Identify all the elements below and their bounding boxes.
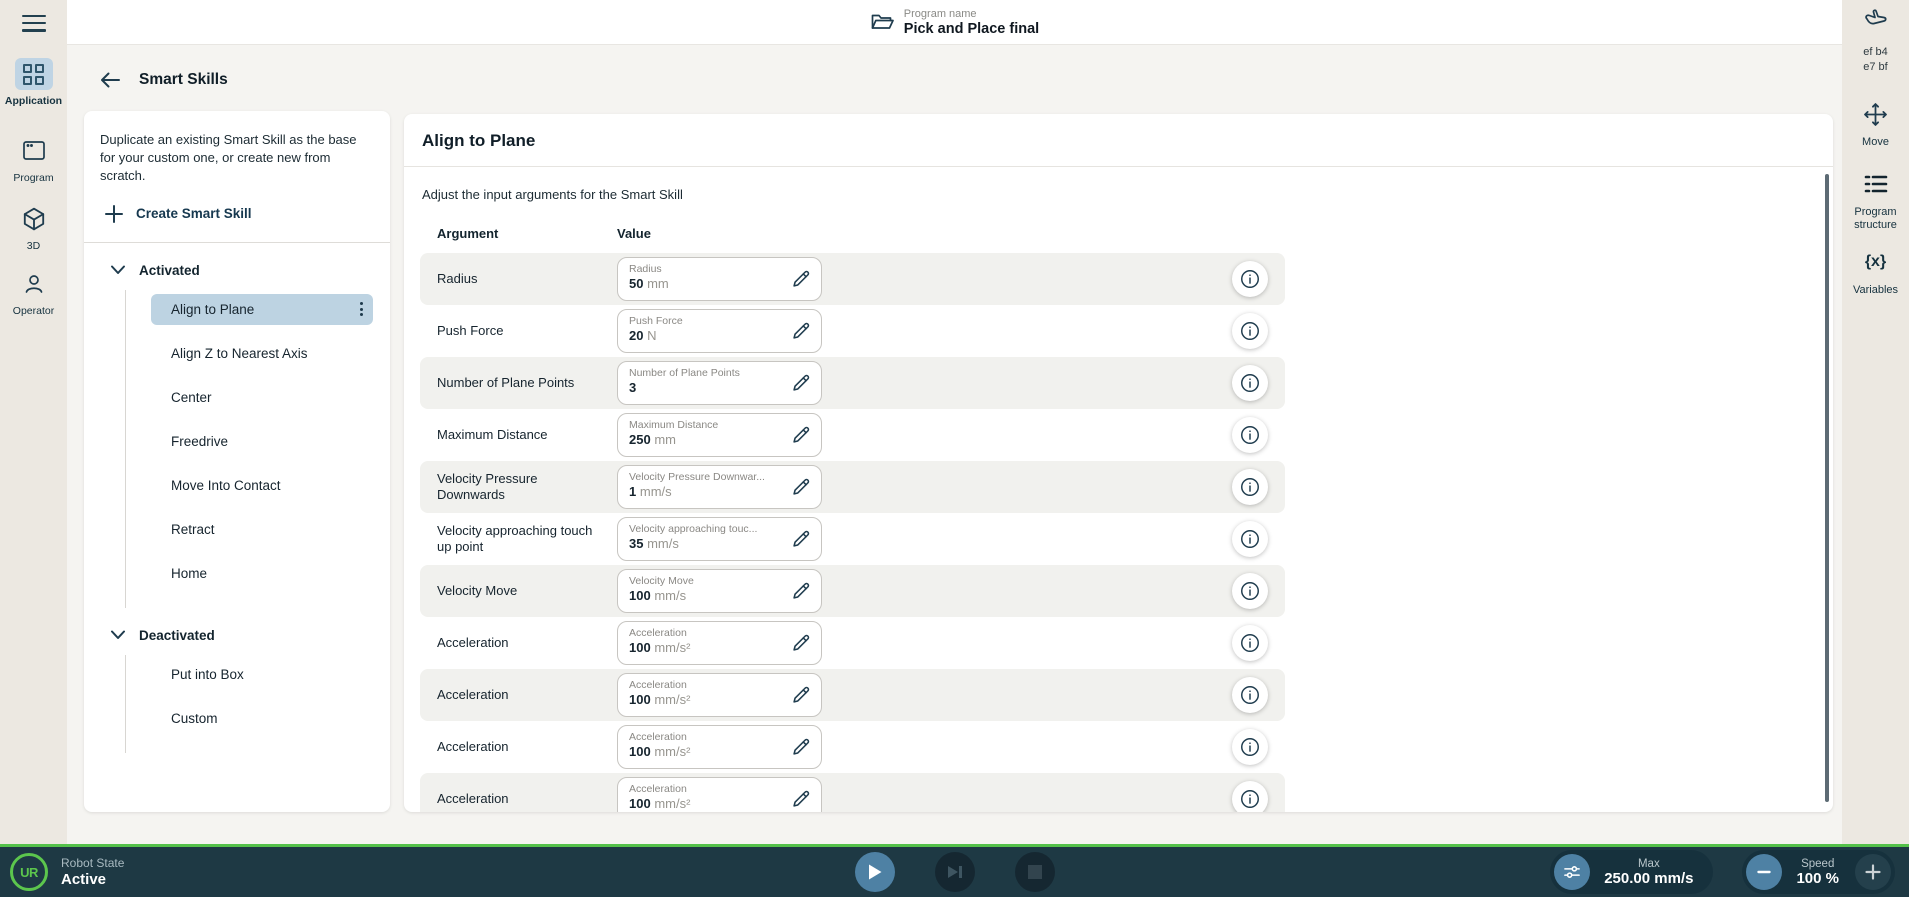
operator-person-icon (22, 272, 46, 296)
info-icon (1239, 684, 1261, 706)
edit-pencil-icon[interactable] (790, 268, 812, 290)
argument-name: Velocity Pressure Downwards (437, 470, 538, 502)
play-icon (867, 863, 883, 881)
value-number: 100 (629, 640, 651, 655)
argument-table (420, 253, 1285, 812)
value-number: 100 (629, 744, 651, 759)
skill-item-label: Put into Box (171, 666, 244, 682)
menu-icon[interactable] (22, 10, 46, 36)
value-field-label: Maximum Distance (629, 419, 719, 431)
value-number: 100 (629, 588, 651, 603)
skill-item-label: Custom (171, 710, 218, 726)
sidebar-item-label: 3D (26, 240, 41, 252)
speed-label: Speed (1801, 857, 1835, 870)
stop-icon (1027, 864, 1043, 880)
section-deactivated[interactable]: Deactivated (110, 628, 374, 643)
speed-pill (1742, 850, 1895, 894)
main-area (67, 45, 1842, 844)
argument-row (420, 461, 1285, 513)
argument-name: Number of Plane Points (437, 374, 575, 390)
sidebar-item-operator[interactable] (0, 268, 67, 317)
value-number: 3 (629, 380, 637, 395)
vertical-scrollbar[interactable] (1825, 174, 1829, 802)
value-field[interactable] (617, 361, 822, 405)
value-unit: N (647, 328, 657, 343)
table-header (437, 226, 1833, 241)
skill-list-item[interactable] (151, 382, 373, 413)
value-unit: mm/s² (654, 640, 691, 655)
sidebar-item-3d[interactable] (0, 203, 67, 252)
deactivated-skill-list (125, 655, 374, 753)
argument-name: Velocity Move (437, 582, 518, 598)
skill-item-label: Center (171, 389, 212, 405)
chevron-down-icon (110, 264, 126, 276)
create-smart-skill-button[interactable]: Create Smart Skill (104, 204, 374, 224)
edit-pencil-icon[interactable] (790, 476, 812, 498)
minus-icon (1755, 863, 1773, 881)
section-activated[interactable]: Activated (110, 263, 374, 278)
value-field[interactable] (617, 621, 822, 665)
bottom-bar (0, 844, 1909, 897)
value-unit: mm/s² (654, 744, 691, 759)
robot-state-label: Robot State (61, 856, 125, 870)
value-field[interactable] (617, 309, 822, 353)
value-number: 1 (629, 484, 637, 499)
chevron-down-icon (110, 629, 126, 641)
skill-list-item[interactable] (151, 703, 373, 734)
program-structure-icon (1863, 173, 1889, 195)
skill-list-item[interactable] (151, 659, 373, 690)
speed-increase-button[interactable] (1855, 854, 1891, 890)
value-field[interactable] (617, 413, 822, 457)
value-field[interactable] (617, 465, 822, 509)
skill-item-label: Home (171, 565, 208, 581)
program-info[interactable] (870, 8, 1039, 37)
argument-row (420, 669, 1285, 721)
hand-gesture-icon[interactable] (1863, 8, 1889, 37)
activated-skill-list (125, 290, 374, 608)
skill-item-label: Align Z to Nearest Axis (171, 345, 308, 361)
sidebar-item-label: Operator (12, 305, 55, 317)
value-number: 35 (629, 536, 644, 551)
edit-pencil-icon[interactable] (790, 424, 812, 446)
speed-decrease-button[interactable] (1746, 854, 1782, 890)
info-button[interactable] (1232, 365, 1268, 401)
argument-name: Maximum Distance (437, 426, 548, 442)
variables-icon: {x} (1864, 253, 1887, 270)
right-sidebar (1842, 0, 1909, 844)
speed-settings-button[interactable] (1554, 854, 1590, 890)
kebab-menu-icon[interactable] (360, 302, 363, 316)
stop-button[interactable] (1015, 852, 1055, 892)
value-field-label: Push Force (629, 315, 683, 327)
value-field-label: Radius (629, 263, 662, 275)
info-button[interactable] (1232, 469, 1268, 505)
value-field[interactable] (617, 725, 822, 769)
edit-pencil-icon[interactable] (790, 684, 812, 706)
value-unit: mm/s (654, 588, 687, 603)
value-number: 100 (629, 692, 651, 707)
edit-pencil-icon[interactable] (790, 320, 812, 342)
info-icon (1239, 424, 1261, 446)
info-button[interactable] (1232, 573, 1268, 609)
sidebar-item-label: Variables (1852, 284, 1899, 296)
ur-logo: UR (10, 853, 48, 891)
column-value: Value (617, 226, 651, 241)
info-button[interactable] (1232, 781, 1268, 812)
info-button[interactable] (1232, 313, 1268, 349)
value-field[interactable] (617, 777, 822, 812)
column-argument: Argument (437, 226, 499, 241)
robot-state-value: Active (61, 871, 107, 888)
skill-detail-subtitle: Adjust the input arguments for the Smart Skill (422, 187, 683, 202)
program-name-label: Program name (903, 7, 977, 20)
move-arrows-icon (1863, 102, 1888, 127)
edit-pencil-icon[interactable] (790, 372, 812, 394)
sidebar-item-variables[interactable] (1842, 246, 1909, 297)
value-field-label: Acceleration (629, 627, 687, 639)
info-icon (1239, 632, 1261, 654)
value-unit: mm (647, 276, 669, 291)
value-unit: mm/s² (654, 796, 691, 811)
value-number: 50 (629, 276, 644, 291)
argument-name: Velocity approaching touch up point (437, 522, 593, 554)
value-field[interactable] (617, 569, 822, 613)
skill-item-label: Align to Plane (171, 301, 255, 317)
sidebar-item-move[interactable] (1842, 98, 1909, 149)
application-grid-icon (23, 64, 44, 85)
smart-skills-panel (84, 111, 390, 812)
back-button[interactable] (97, 67, 123, 93)
value-field-label: Acceleration (629, 783, 687, 795)
skip-next-icon (946, 864, 964, 880)
argument-name: Acceleration (437, 790, 509, 806)
argument-row (420, 409, 1285, 461)
value-field[interactable] (617, 517, 822, 561)
program-window-icon (22, 140, 46, 162)
value-field-label: Velocity Pressure Downwar... (629, 471, 765, 483)
value-field-label: Number of Plane Points (629, 367, 740, 379)
edit-pencil-icon[interactable] (790, 580, 812, 602)
sidebar-item-program-structure[interactable] (1842, 168, 1909, 232)
value-unit: mm/s² (654, 692, 691, 707)
value-number: 250 (629, 432, 651, 447)
plus-icon (104, 204, 124, 224)
divider (84, 242, 390, 243)
sliders-icon (1561, 861, 1583, 883)
argument-row (420, 617, 1285, 669)
back-arrow-icon (98, 70, 122, 90)
sidebar-item-label: Move (1862, 136, 1889, 148)
info-button[interactable] (1232, 417, 1268, 453)
max-label: Max (1637, 857, 1660, 870)
value-unit: mm (654, 432, 676, 447)
info-icon (1239, 736, 1261, 758)
value-field-label: Acceleration (629, 731, 687, 743)
max-speed-pill (1550, 850, 1713, 894)
info-button[interactable] (1232, 729, 1268, 765)
edit-pencil-icon[interactable] (790, 736, 812, 758)
argument-row (420, 721, 1285, 773)
skill-item-label: Freedrive (171, 433, 229, 449)
skill-list-item[interactable] (151, 514, 373, 545)
edit-pencil-icon[interactable] (790, 528, 812, 550)
argument-row (420, 357, 1285, 409)
info-button[interactable] (1232, 625, 1268, 661)
skill-detail-panel (404, 114, 1833, 812)
skip-next-button[interactable] (935, 852, 975, 892)
program-name-value: Pick and Place final (903, 20, 1040, 37)
value-field-label: Acceleration (629, 679, 687, 691)
page-title: Smart Skills (139, 71, 228, 88)
skill-list-item[interactable] (151, 558, 373, 589)
speed-value: 100 % (1796, 869, 1839, 887)
argument-row (420, 513, 1285, 565)
sidebar-item-label: Program (13, 172, 54, 184)
value-number: 100 (629, 796, 651, 811)
info-icon (1239, 476, 1261, 498)
info-button[interactable] (1232, 521, 1268, 557)
skill-list-item[interactable] (151, 426, 373, 457)
info-button[interactable] (1232, 677, 1268, 713)
sidebar-item-label: Program structure (1854, 206, 1897, 231)
argument-name: Push Force (437, 322, 504, 338)
skills-intro-text: Duplicate an existing Smart Skill as the base for your custom one, or create new from scratch. (100, 132, 357, 184)
top-bar (67, 0, 1842, 45)
skill-list-item[interactable] (151, 294, 373, 325)
value-field-label: Velocity Move (629, 575, 694, 587)
argument-name: Radius (437, 270, 478, 286)
plus-icon (1863, 862, 1883, 882)
value-unit: mm/s (639, 484, 672, 499)
skill-list-item[interactable] (151, 470, 373, 501)
edit-pencil-icon[interactable] (790, 632, 812, 654)
argument-row (420, 253, 1285, 305)
value-field[interactable] (617, 257, 822, 301)
info-icon (1239, 528, 1261, 550)
argument-row (420, 565, 1285, 617)
value-unit: mm/s (647, 536, 679, 551)
argument-name: Acceleration (437, 634, 509, 650)
argument-name: Acceleration (437, 738, 509, 754)
skill-detail-title: Align to Plane (404, 114, 1833, 167)
sidebar-item-program[interactable] (0, 135, 67, 184)
play-button[interactable] (855, 852, 895, 892)
argument-row (420, 305, 1285, 357)
value-field[interactable] (617, 673, 822, 717)
folder-open-icon (870, 11, 894, 33)
info-icon (1239, 320, 1261, 342)
glyph-fallback-text: ef b4 e7 bf (1863, 46, 1888, 73)
info-icon (1239, 268, 1261, 290)
value-number: 20 (629, 328, 644, 343)
value-field-label: Velocity approaching touc... (629, 523, 758, 535)
info-icon (1239, 372, 1261, 394)
left-sidebar (0, 0, 67, 844)
skill-item-label: Retract (171, 521, 215, 537)
edit-pencil-icon[interactable] (790, 788, 812, 810)
info-icon (1239, 788, 1261, 810)
info-button[interactable] (1232, 261, 1268, 297)
skill-list-item[interactable] (151, 338, 373, 369)
sidebar-item-application[interactable] (0, 58, 67, 107)
info-icon (1239, 580, 1261, 602)
skill-item-label: Move Into Contact (171, 477, 281, 493)
argument-name: Acceleration (437, 686, 509, 702)
sidebar-item-label: Application (4, 95, 63, 107)
max-value: 250.00 mm/s (1604, 869, 1694, 887)
argument-row (420, 773, 1285, 812)
cube-3d-icon (21, 206, 47, 232)
